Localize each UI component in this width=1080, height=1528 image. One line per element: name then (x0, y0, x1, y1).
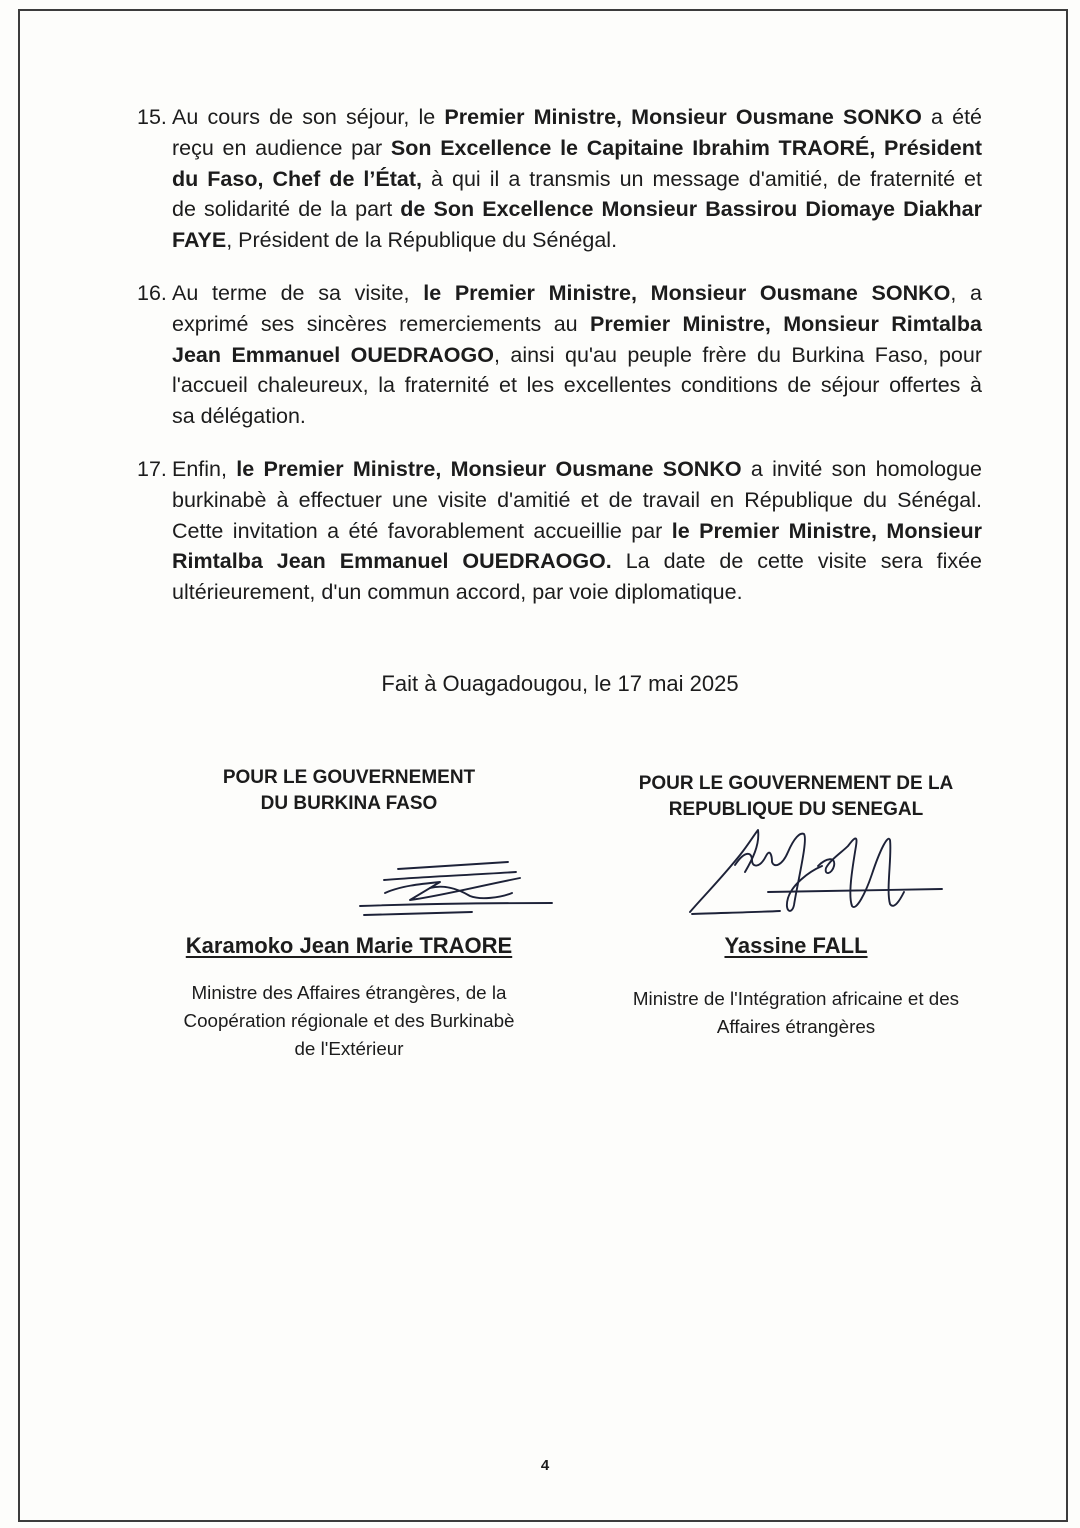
bold-text-run: Premier Ministre, Monsieur Ousmane SONKO (444, 105, 922, 129)
paragraph-body (172, 278, 982, 432)
heading-line: REPUBLIQUE DU SENEGAL (668, 799, 924, 820)
text-run: exprimé ses sincères remerciements au (172, 311, 590, 336)
text-line (172, 194, 982, 225)
signatory-name-burkina: Karamoko Jean Marie TRAORE (185, 933, 513, 958)
title-line: Affaires étrangères (716, 1016, 876, 1037)
text-run: Au terme de sa visite, (172, 281, 424, 305)
bold-text-run: de Son Excellence Monsieur Bassirou Diomaye Diakhar (400, 197, 982, 222)
bold-text-run: Jean Emmanuel OUEDRAOGO (172, 342, 494, 367)
paragraph-body (172, 454, 982, 608)
text-line (172, 516, 982, 547)
text-run: burkinabè à effectuer une visite d'amitié et de travail en République du Sénégal. (172, 487, 982, 512)
paragraph-17 (137, 454, 982, 608)
signature-senegal-image (680, 820, 950, 925)
heading-line: POUR LE GOUVERNEMENT DE LA (638, 773, 954, 794)
text-line (172, 485, 982, 516)
text-line (172, 102, 982, 133)
heading-line: DU BURKINA FASO (260, 793, 438, 814)
paragraph-body (172, 102, 982, 256)
text-run: La date de cette visite sera fixée (611, 549, 983, 574)
bold-text-run: le Premier Ministre, Monsieur (671, 518, 982, 543)
text-run: l'accueil chaleureux, la fraternité et les excellentes conditions de séjour offertes à (172, 373, 982, 398)
text-run: a été (921, 105, 982, 129)
page-number: 4 (540, 1457, 550, 1474)
bold-text-run: le Premier Ministre, Monsieur Ousmane SONKO (423, 281, 951, 305)
text-line (172, 164, 982, 195)
signatory-title-burkina (169, 979, 529, 1063)
paragraph-number: 17. (137, 457, 167, 481)
text-run: , a (950, 281, 982, 305)
text-line (172, 133, 982, 164)
text-run: Au cours de son séjour, le (172, 105, 445, 129)
text-line (172, 370, 982, 401)
text-run: a invité son homologue (741, 457, 982, 481)
text-line (172, 278, 982, 309)
signatory-name-senegal: Yassine FALL (724, 933, 868, 958)
text-line (172, 340, 982, 371)
bold-text-run: le Premier Ministre, Monsieur Ousmane SONKO (236, 457, 742, 481)
bold-text-run: Rimtalba Jean Emmanuel OUEDRAOGO. (172, 549, 612, 574)
bold-text-run: Premier Ministre, Monsieur Rimtalba (590, 311, 982, 336)
text-line (172, 577, 982, 608)
signatory-heading-senegal (616, 771, 976, 823)
heading-line: POUR LE GOUVERNEMENT (222, 767, 476, 788)
text-line (172, 546, 982, 577)
paragraph-number: 16. (137, 281, 167, 305)
title-line: de l'Extérieur (294, 1038, 404, 1059)
text-line (172, 225, 982, 256)
paragraph-number: 15. (137, 105, 167, 129)
text-run: Cette invitation a été favorablement accueillie par (172, 518, 672, 543)
signature-burkina-image (350, 850, 560, 930)
text-run: , ainsi qu'au peuple frère du Burkina Faso, pour (493, 342, 982, 367)
paragraph-15 (137, 102, 982, 256)
title-line: Ministre des Affaires étrangères, de la (191, 982, 507, 1003)
text-line (172, 401, 982, 432)
text-run: de solidarité de la part (172, 197, 401, 222)
text-line (172, 454, 982, 485)
place-and-date: Fait à Ouagadougou, le 17 mai 2025 (381, 671, 739, 696)
text-line (172, 309, 982, 340)
paragraph-16 (137, 278, 982, 432)
signatory-title-senegal (616, 985, 976, 1041)
title-line: Coopération régionale et des Burkinabè (183, 1010, 515, 1031)
text-run: à qui il a transmis un message d'amitié, de fraternité et (421, 166, 982, 191)
bold-text-run: FAYE (172, 228, 227, 253)
bold-text-run: Son Excellence le Capitaine Ibrahim TRAORÉ, Président (390, 135, 982, 160)
text-run: , Président de la République du Sénégal. (226, 228, 618, 253)
text-run: sa délégation. (172, 404, 306, 429)
text-run: Enfin, (172, 457, 237, 481)
text-run: reçu en audience par (172, 135, 391, 160)
signatory-heading-burkina (169, 765, 529, 817)
text-run: ultérieurement, d'un commun accord, par voie diplomatique. (172, 580, 743, 605)
title-line: Ministre de l'Intégration africaine et des (632, 988, 960, 1009)
bold-text-run: du Faso, Chef de l’État, (172, 166, 422, 191)
